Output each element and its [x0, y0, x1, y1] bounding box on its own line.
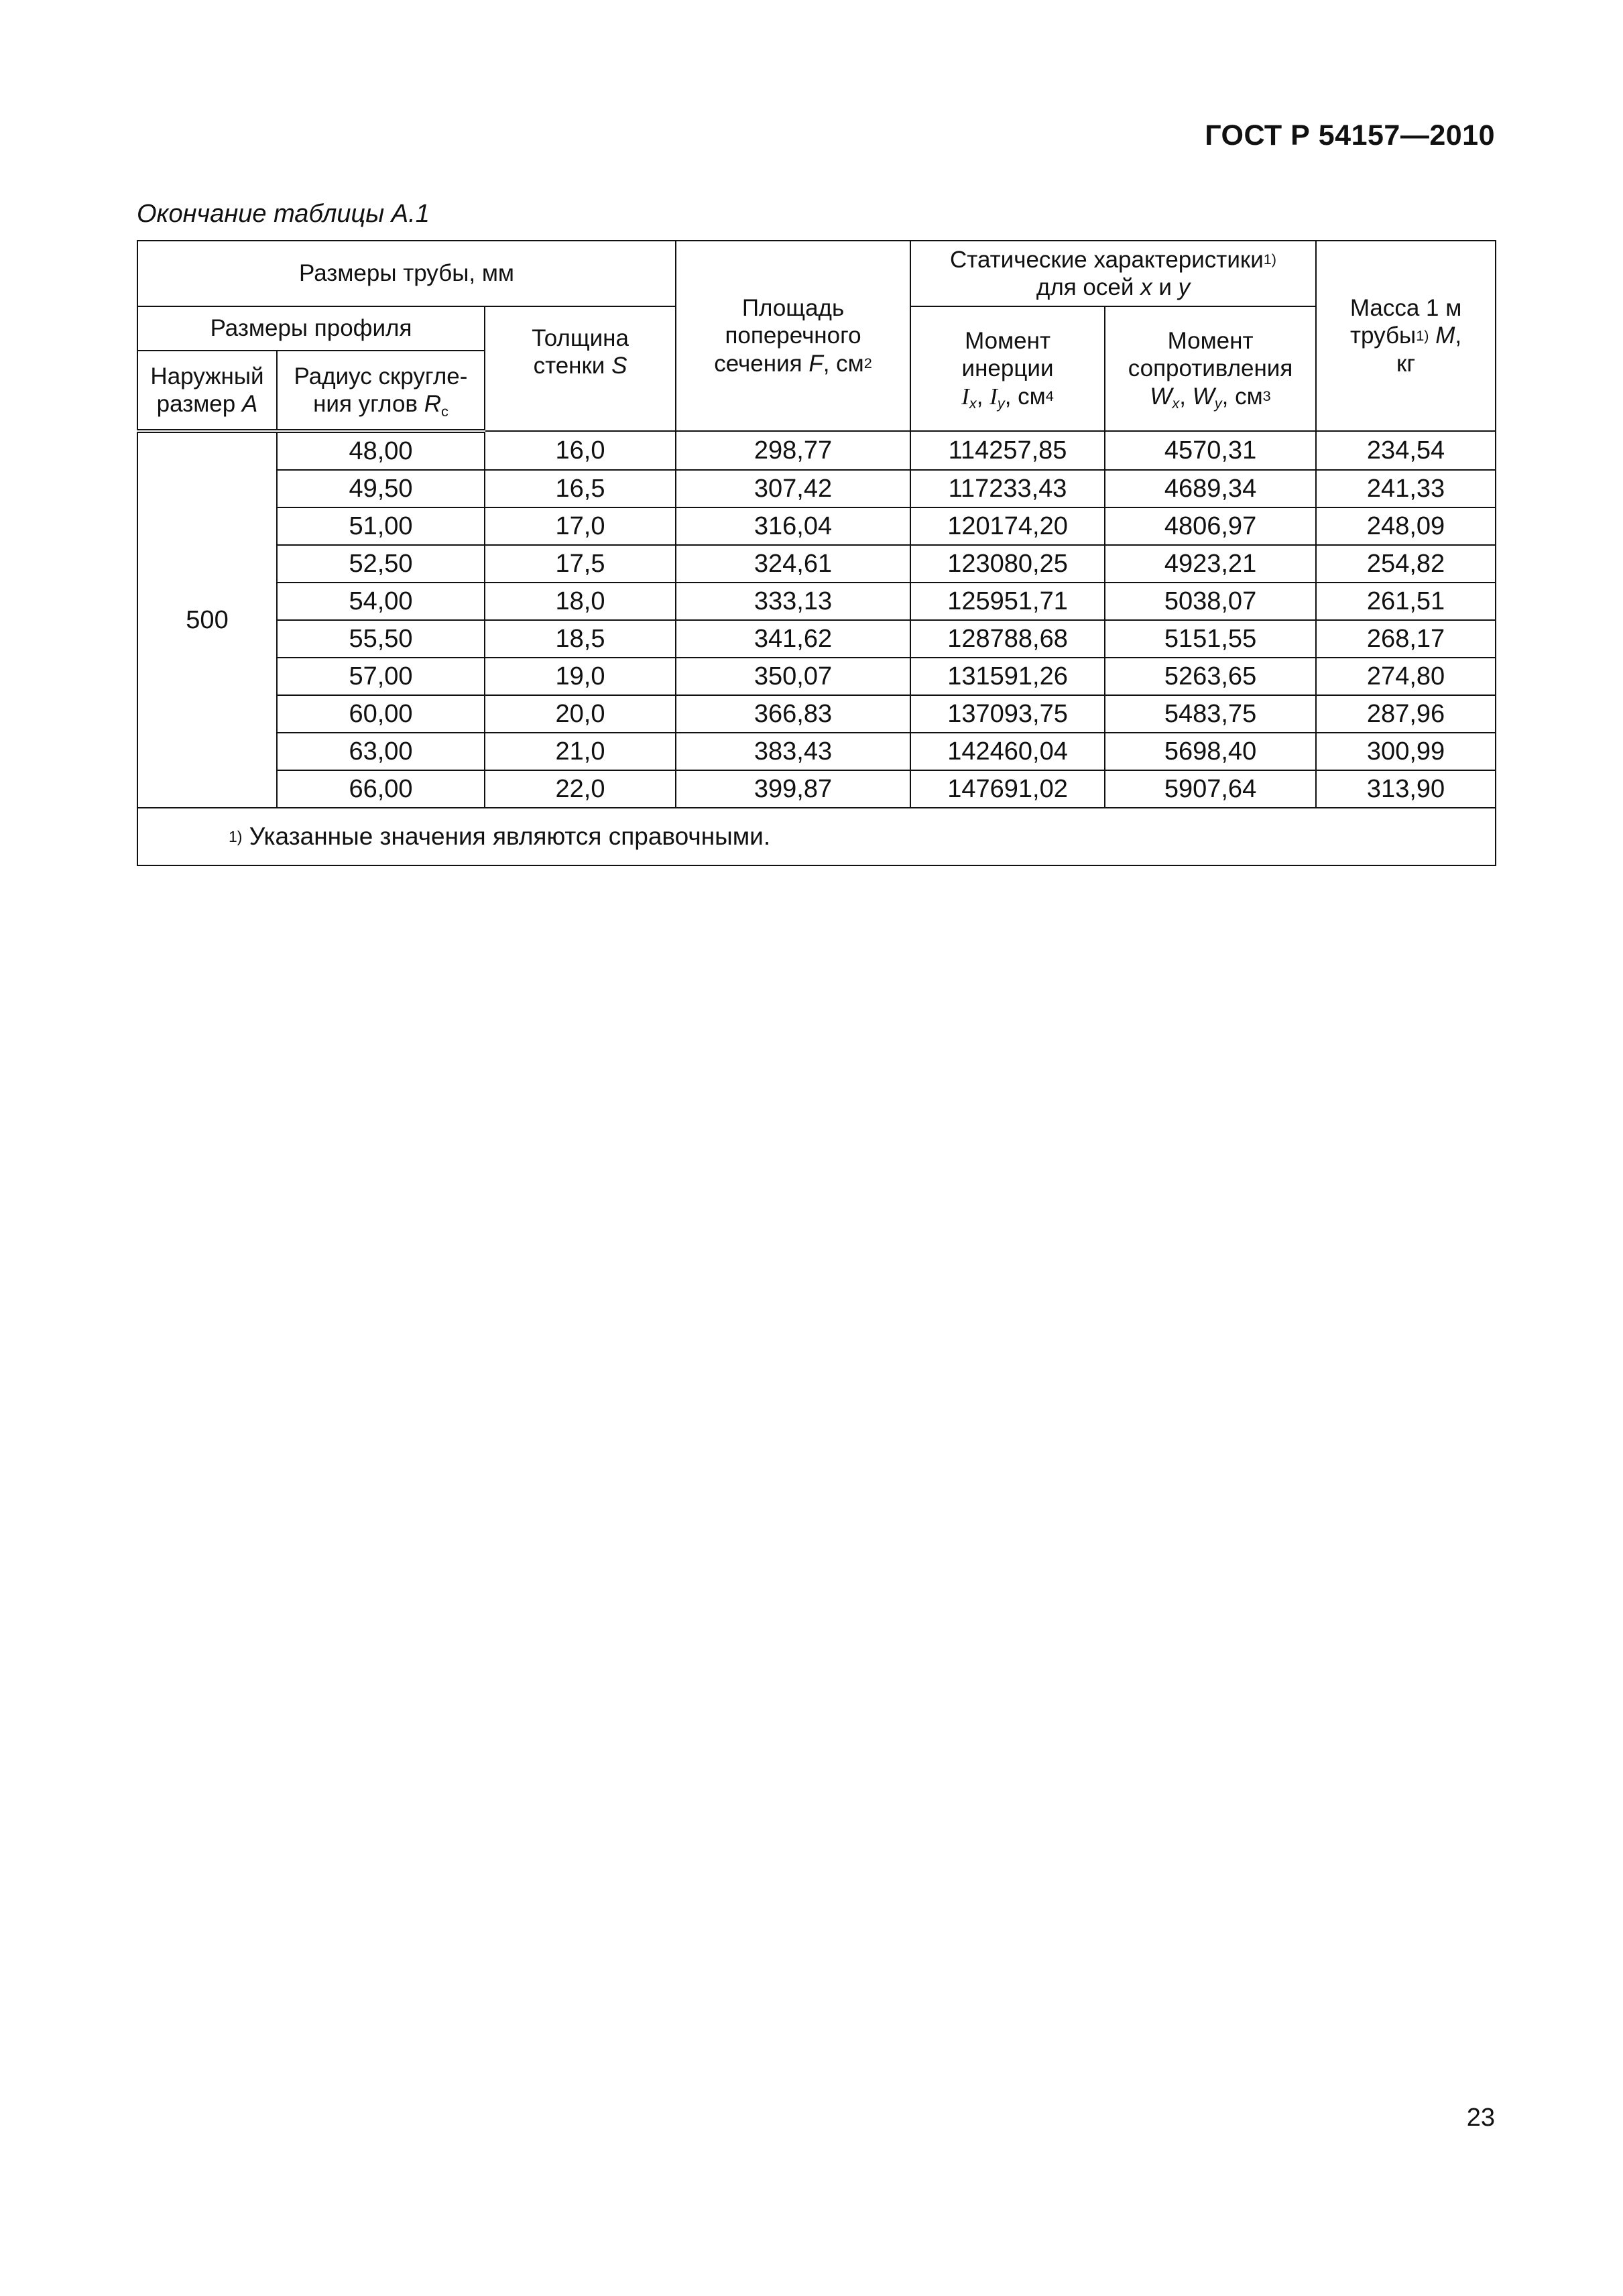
table-cell: 66,00 — [277, 770, 485, 808]
table-cell: 51,00 — [277, 507, 485, 545]
table-cell: 63,00 — [277, 733, 485, 770]
table-cell: 17,0 — [485, 507, 676, 545]
table-caption: Окончание таблицы А.1 — [137, 200, 430, 228]
table-cell: 333,13 — [676, 583, 910, 620]
table-cell: 5151,55 — [1105, 620, 1316, 658]
table-cell: 18,5 — [485, 620, 676, 658]
header-outer-size: Наружный размер A — [137, 351, 277, 431]
table-cell: 16,5 — [485, 470, 676, 507]
table-cell: 366,83 — [676, 695, 910, 733]
table-cell: 5038,07 — [1105, 583, 1316, 620]
table-cell: 20,0 — [485, 695, 676, 733]
table-cell: 254,82 — [1316, 545, 1496, 583]
pipe-table — [137, 240, 1496, 866]
table-cell: 137093,75 — [910, 695, 1105, 733]
table-cell: 383,43 — [676, 733, 910, 770]
header-thickness: Толщина стенки S — [485, 306, 676, 431]
footnote — [137, 808, 1496, 865]
table-cell: 52,50 — [277, 545, 485, 583]
table-cell: 17,5 — [485, 545, 676, 583]
table-row — [137, 507, 1496, 545]
footnote-row — [137, 808, 1496, 865]
table-cell: 4570,31 — [1105, 431, 1316, 470]
table-cell: 4923,21 — [1105, 545, 1316, 583]
table-cell: 18,0 — [485, 583, 676, 620]
table-cell: 350,07 — [676, 658, 910, 695]
table-cell: 49,50 — [277, 470, 485, 507]
table-row — [137, 695, 1496, 733]
table-cell: 4806,97 — [1105, 507, 1316, 545]
table-cell: 241,33 — [1316, 470, 1496, 507]
table-cell: 55,50 — [277, 620, 485, 658]
table-cell: 4689,34 — [1105, 470, 1316, 507]
table-cell: 128788,68 — [910, 620, 1105, 658]
header-pipe-sizes: Размеры трубы, мм — [137, 241, 676, 306]
header-inertia: Момент инерции $I_x$, $I_y$, $см^4$ — [910, 306, 1105, 431]
table-cell: 261,51 — [1316, 583, 1496, 620]
table-cell: 120174,20 — [910, 507, 1105, 545]
page-number: 23 — [1466, 2104, 1495, 2132]
table-row — [137, 470, 1496, 507]
table-row — [137, 658, 1496, 695]
table-cell: 5483,75 — [1105, 695, 1316, 733]
table-cell: 131591,26 — [910, 658, 1105, 695]
table-cell: 248,09 — [1316, 507, 1496, 545]
table-row — [137, 620, 1496, 658]
table-cell: 19,0 — [485, 658, 676, 695]
table-cell: 274,80 — [1316, 658, 1496, 695]
header-resistance: Момент сопротивления $W_x$, $W_y$, $см^3$ — [1105, 306, 1316, 431]
table-cell: 268,17 — [1316, 620, 1496, 658]
table-row — [137, 583, 1496, 620]
footnote-mark: 1) — [229, 827, 243, 845]
table-cell: 234,54 — [1316, 431, 1496, 470]
table-cell: 307,42 — [676, 470, 910, 507]
header-row-1 — [137, 241, 1496, 306]
header-area: Площадь поперечного сечения F, $см^2$ — [676, 241, 910, 431]
table-cell: 5907,64 — [1105, 770, 1316, 808]
table-row — [137, 733, 1496, 770]
table-cell: 54,00 — [277, 583, 485, 620]
table-cell: 22,0 — [485, 770, 676, 808]
table-cell: 48,00 — [277, 431, 485, 470]
table-cell: 5263,65 — [1105, 658, 1316, 695]
table-cell: 123080,25 — [910, 545, 1105, 583]
table-cell: 16,0 — [485, 431, 676, 470]
table-cell: 324,61 — [676, 545, 910, 583]
table-cell: 147691,02 — [910, 770, 1105, 808]
table-cell: 117233,43 — [910, 470, 1105, 507]
table-row — [137, 545, 1496, 583]
table-cell: 21,0 — [485, 733, 676, 770]
header-static-characteristics: Статические характеристики$^{1)}$ для осей x и y — [910, 241, 1316, 306]
table-cell: 125951,71 — [910, 583, 1105, 620]
table-cell: 341,62 — [676, 620, 910, 658]
table-row — [137, 431, 1496, 470]
header-profile-sizes: Размеры профиля — [137, 306, 485, 351]
table-cell: 287,96 — [1316, 695, 1496, 733]
table-cell: 5698,40 — [1105, 733, 1316, 770]
table-cell: 399,87 — [676, 770, 910, 808]
header-mass: Масса 1 м трубы$^{1)}$ M, кг — [1316, 241, 1496, 431]
table-cell: 298,77 — [676, 431, 910, 470]
table-row — [137, 770, 1496, 808]
footnote-text: Указанные значения являются справочными. — [249, 823, 771, 851]
table-cell: 300,99 — [1316, 733, 1496, 770]
header-radius: Радиус скругле- ния углов $R_c$ — [277, 351, 485, 431]
table-cell: 114257,85 — [910, 431, 1105, 470]
outer-size-cell: 500 — [137, 431, 277, 808]
table-cell: 313,90 — [1316, 770, 1496, 808]
table-cell: 60,00 — [277, 695, 485, 733]
table-cell: 57,00 — [277, 658, 485, 695]
document-code: ГОСТ Р 54157—2010 — [1205, 119, 1495, 152]
table-cell: 316,04 — [676, 507, 910, 545]
table-cell: 142460,04 — [910, 733, 1105, 770]
